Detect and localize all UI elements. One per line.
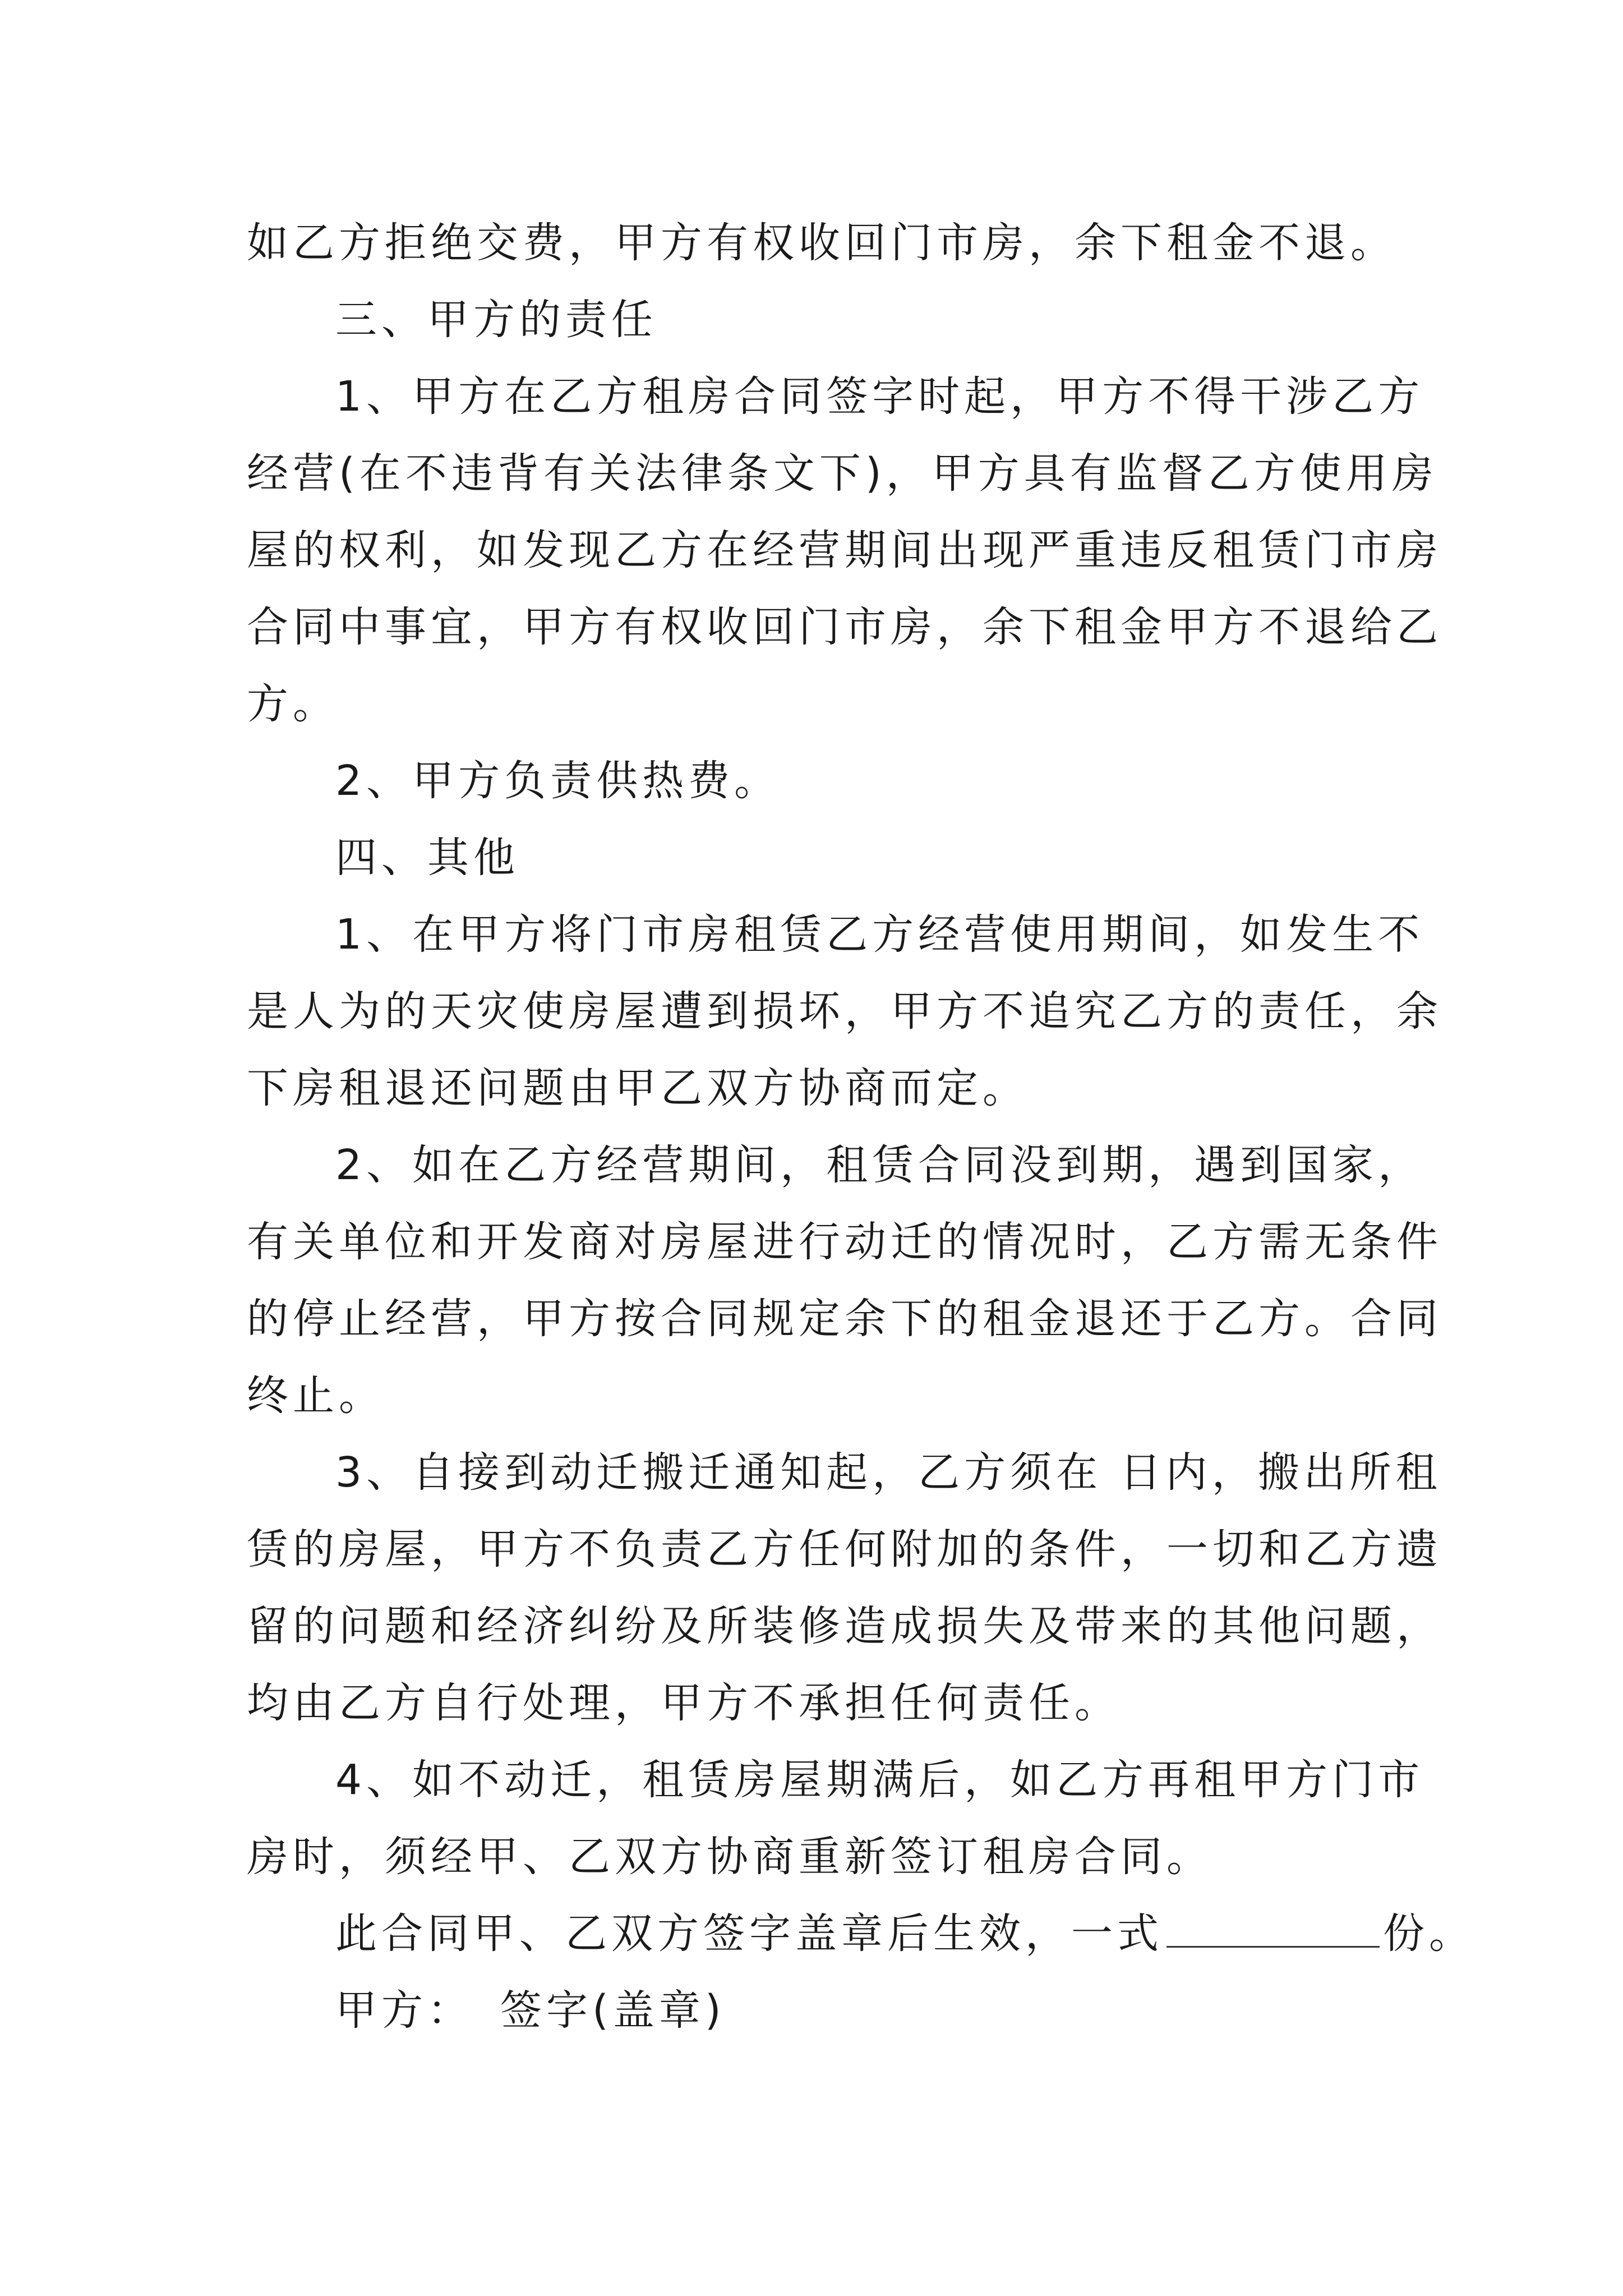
paragraph-line: 终止。 bbox=[247, 1372, 385, 1420]
paragraph-line: 均由乙方自行处理，甲方不承担任何责任。 bbox=[247, 1679, 1121, 1727]
paragraph-line: 合同中事宜，甲方有权收回门市房，余下租金甲方不退给乙 bbox=[247, 603, 1442, 651]
effective-clause bbox=[247, 1895, 1475, 1972]
contract-text bbox=[247, 205, 1475, 2049]
paragraph-line: 1、在甲方将门市房租赁乙方经营使用期间，如发生不 bbox=[335, 910, 1424, 959]
paragraph-line: 屋的权利，如发现乙方在经营期间出现严重违反租赁门市房 bbox=[247, 526, 1442, 574]
paragraph-line: 的停止经营，甲方按合同规定余下的租金退还于乙方。合同 bbox=[247, 1295, 1442, 1343]
paragraph-line: 4、如不动迁，租赁房屋期满后，如乙方再租甲方门市 bbox=[335, 1756, 1424, 1804]
paragraph-line: 方。 bbox=[247, 680, 339, 728]
signature-label: 签字(盖章) bbox=[500, 1986, 726, 2035]
paragraph-line: 是人为的天灾使房屋遭到损坏，甲方不追究乙方的责任，余 bbox=[247, 987, 1442, 1036]
signature-line bbox=[247, 1972, 1385, 2049]
effective-text: 此合同甲、乙双方签字盖章后生效，一式 bbox=[335, 1910, 1163, 1958]
section-heading-3: 三、甲方的责任 bbox=[335, 296, 657, 344]
paragraph-line: 房时，须经甲、乙双方协商重新签订租房合同。 bbox=[247, 1833, 1212, 1881]
paragraph-line: 经营(在不违背有关法律条文下)，甲方具有监督乙方使用房 bbox=[247, 449, 1438, 498]
paragraph-line: 2、如在乙方经营期间，租赁合同没到期，遇到国家， bbox=[335, 1141, 1424, 1189]
paragraph-line: 下房租退还问题由甲乙双方协商而定。 bbox=[247, 1064, 1029, 1112]
party-a-label: 甲方： bbox=[335, 1986, 473, 2035]
paragraph-line: 留的问题和经济纠纷及所装修造成损失及带来的其他问题， bbox=[247, 1602, 1442, 1650]
paragraph-line: 有关单位和开发商对房屋进行动迁的情况时，乙方需无条件 bbox=[247, 1218, 1442, 1266]
paragraph-line: 2、甲方负责供热费。 bbox=[335, 757, 781, 805]
paragraph-line: 3、自接到动迁搬迁通知起，乙方须在 日内，搬出所租 bbox=[335, 1448, 1442, 1497]
paragraph-line: 如乙方拒绝交费，甲方有权收回门市房，余下租金不退。 bbox=[247, 219, 1396, 267]
section-heading-4: 四、其他 bbox=[335, 834, 519, 882]
effective-suffix: 份。 bbox=[1383, 1910, 1475, 1958]
paragraph-line: 1、甲方在乙方租房合同签字时起，甲方不得干涉乙方 bbox=[335, 372, 1424, 421]
copies-blank bbox=[1166, 1901, 1380, 1948]
paragraph-line: 赁的房屋，甲方不负责乙方任何附加的条件，一切和乙方遗 bbox=[247, 1525, 1442, 1573]
